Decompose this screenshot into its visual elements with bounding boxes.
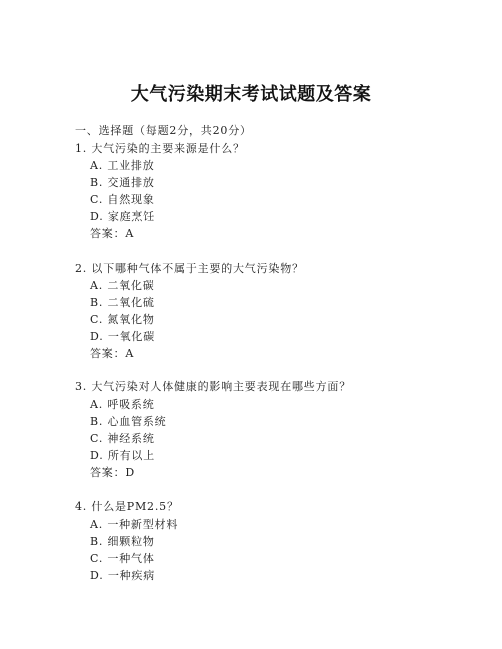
question-4-stem: 4. 什么是PM2.5？	[75, 500, 179, 513]
question-3-answer: 答案：D	[90, 466, 136, 479]
question-3-stem: 3. 大气污染对人体健康的影响主要表现在哪些方面？	[75, 380, 351, 393]
question-3-option-b: B. 心血管系统	[90, 415, 167, 428]
question-4-option-b: B. 细颗粒物	[90, 535, 155, 548]
question-3-option-d: D. 所有以上	[90, 449, 156, 462]
question-4-option-d: D. 一种疾病	[90, 569, 156, 582]
question-1-stem: 1. 大气污染的主要来源是什么？	[75, 142, 245, 155]
question-1-option-b: B. 交通排放	[90, 176, 155, 189]
question-2-stem: 2. 以下哪种气体不属于主要的大气污染物？	[75, 262, 304, 275]
question-2-answer: 答案：A	[90, 347, 135, 360]
question-2-option-d: D. 一氧化碳	[90, 330, 156, 343]
question-3-option-a: A. 呼吸系统	[90, 398, 155, 411]
question-2-option-a: A. 二氧化碳	[90, 279, 155, 292]
question-2-option-b: B. 二氧化硫	[90, 296, 155, 309]
question-4-option-a: A. 一种新型材料	[90, 518, 179, 531]
question-3-option-c: C. 神经系统	[90, 432, 155, 445]
question-1-answer: 答案：A	[90, 227, 135, 240]
question-1-option-a: A. 工业排放	[90, 159, 155, 172]
question-1-option-d: D. 家庭烹饪	[90, 210, 156, 223]
question-1-option-c: C. 自然现象	[90, 193, 155, 206]
question-4-option-c: C. 一种气体	[90, 552, 155, 565]
document-title: 大气污染期末考试试题及答案	[130, 84, 372, 105]
section-heading: 一、选择题（每题2分，共20分）	[75, 124, 252, 137]
question-2-option-c: C. 氮氧化物	[90, 313, 155, 326]
